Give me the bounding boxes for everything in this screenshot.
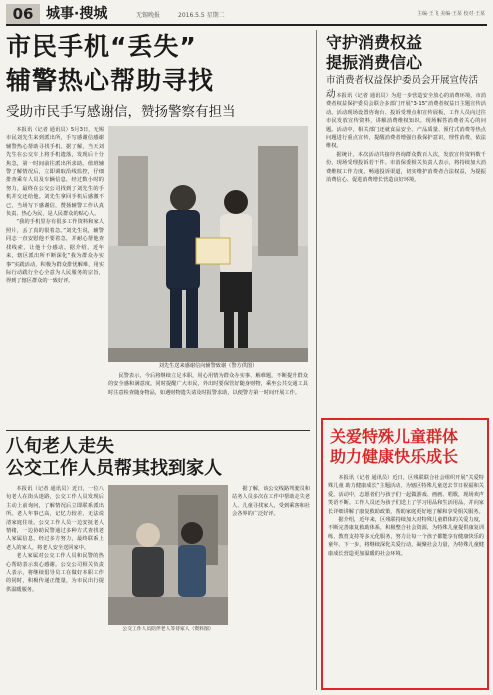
- story1-body-col1: [6, 126, 104, 426]
- story1-headline-line2: 辅警热心帮助寻找: [6, 66, 215, 95]
- story4-body-b: 据介绍，近年来，区残联持续加大对特殊儿童群体的关爱力度，不断完善康复救助体系，积极整合社会资源，为特殊儿童提供康复训练、教育支持等多元化服务，努力让每一个孩子都能享有健康快乐的童年。下一步，将继续深化关爱行动，凝聚社会力量，为特殊儿童健康成长营造更加温暖的社会环境。: [328, 517, 484, 557]
- police-thanks-photo: [108, 126, 308, 362]
- issue-date: 2016.5.5 星期二: [178, 12, 225, 19]
- story1-body-c: 民警表示，今后将继续立足本职，用心用情为群众办实事、解难题，不断提升群众的安全感和满意度。同时提醒广大市民，外出时要保管好随身财物，乘坐公共交通工具时注意检查随身物品，如遇财物遗失请及时报警求助，以便警方第一时间开展工作。: [108, 373, 308, 396]
- story3-subheadline: 市消费者权益保护委员会开展宣传活动: [326, 75, 479, 100]
- story3-headline-line1: 守护消费权益: [326, 33, 423, 52]
- story1-photo-caption: 刘先生送来感谢信向辅警致谢（警方供图）: [158, 363, 258, 369]
- story2-photo: [108, 485, 228, 625]
- story4-body: [328, 474, 484, 684]
- story1-body-a: 本报讯（记者 通讯员）5月3日，无锡市民刘先生来到派出所，手写感谢信感谢辅警热心帮助寻找手机。据了解，当天刘先生在公交车上将手机遗落，发现后十分焦急，第一时间前往派出所求助。值班辅警了解情况后，立即调取沿线监控，仔细排查乘车人员及车辆信息，经过数小时的努力，最终在公交公司找到了刘先生的手机并交还给他。刘先生拿回手机后感激不已，当场写下感谢信，赞扬辅警工作认真负责、热心为民，是人民群众的贴心人。: [6, 127, 104, 218]
- elderly-man-photo: [108, 485, 228, 625]
- column-divider: [316, 30, 317, 690]
- story2-body-c: 据了解，该公交线路驾驶员和站务人员多次在工作中帮助走失老人、儿童寻找家人，受到乘客和社会各界的广泛好评。: [232, 486, 310, 518]
- story4-headline-line1: 关爱特殊儿童群体: [330, 427, 459, 446]
- editor-info: 主编·王飞 美编·王某 校对·王某: [417, 11, 485, 17]
- divider: [6, 430, 310, 431]
- story2-photo-caption: 公交工作人员陪伴老人等待家人（资料图）: [122, 627, 214, 632]
- story4-body-a: 本报讯（记者 通讯员）近日，区残联联合社会组织开展“关爱特殊儿童 助力健康成长”主题活动，为辖区特殊儿童送去节日祝福和关爱。活动中，志愿者们与孩子们一起做游戏、画画、唱歌，现场欢声笑语不断。工作人员还为孩子们送上了学习用品和生活用品，并向家长详细讲解了康复救助政策，帮助家庭更好地了解和享受相关服务。: [328, 475, 484, 515]
- story3-headline-line2: 提振消费信心: [326, 53, 423, 72]
- story1-headline-line1: 市民手机“丢失”: [6, 32, 197, 61]
- story3-body: [326, 92, 486, 412]
- section-name: 城事·搜城: [46, 6, 108, 22]
- story2-body-b: 老人家属对公交工作人员和民警的热心帮助表示衷心感谢。公交公司相关负责人表示，将继续倡导员工在做好本职工作的同时，积极传递正能量，为市民出行提供温暖服务。: [6, 553, 104, 593]
- story1-body-b: “我的手机里存有很多工作资料和家人照片，丢了真的很着急。”刘先生说，辅警同志一直安慰他不要着急，并耐心帮他查找线索，让他十分感动。据介绍，近年来，辖区派出所不断深化“我为群众办实事”实践活动，积极为群众排忧解难，用实际行动践行全心全意为人民服务的宗旨，得到了辖区群众的一致好评。: [6, 219, 104, 285]
- story2-body-col1: [6, 485, 104, 690]
- story2-body-a: 本报讯（记者 通讯员）近日，一位八旬老人在街头迷路，公交工作人员发现后主动上前询问，了解情况后立即联系派出所。老人年事已高，记忆力较差，无法说清家庭住址。公交工作人员一边安抚老人情绪，一边协助民警通过多种方式查找老人家属信息，经过多方努力，最终联系上老人的家人，将老人安全送回家中。: [6, 486, 104, 551]
- story2-headline-line2: 公交工作人员帮其找到家人: [6, 458, 222, 479]
- story1-photo: [108, 126, 308, 362]
- page-header: [6, 4, 487, 26]
- story1-subheadline: 受助市民手写感谢信，赞扬警察有担当: [6, 104, 236, 120]
- story1-body-col2: [108, 372, 308, 426]
- paper-name: 无锡晚报: [136, 12, 161, 19]
- story3-body-a: 本报讯（记者 通讯员）为进一步营造安全放心的消费环境，市消费者权益保护委员会联合多部门开展“3·15”消费者权益日主题宣传活动。活动现场设置咨询台、投诉受理点和宣传展板，工作人员向过往市民发放宣传资料，讲解消费维权知识，现场解答消费者关心的问题。活动中，相关部门还就食品安全、产品质量、预付式消费等热点问题进行重点宣传，提醒消费者增强自我保护意识，理性消费，依法维权。: [326, 93, 486, 150]
- story2-headline-line1: 八旬老人走失: [6, 436, 114, 457]
- story2-body-col3: [232, 485, 310, 625]
- story4-headline-line2: 助力健康快乐成长: [330, 447, 459, 466]
- page-number: 06: [6, 4, 40, 24]
- story3-body-b: 据统计，本次活动共接待咨询群众数百人次，发放宣传资料数千份，现场受理投诉若干件。市消保委相关负责人表示，将持续加大消费维权工作力度，畅通投诉渠道，切实维护消费者合法权益，为提振消费信心、促进消费增长营造良好环境。: [326, 151, 486, 184]
